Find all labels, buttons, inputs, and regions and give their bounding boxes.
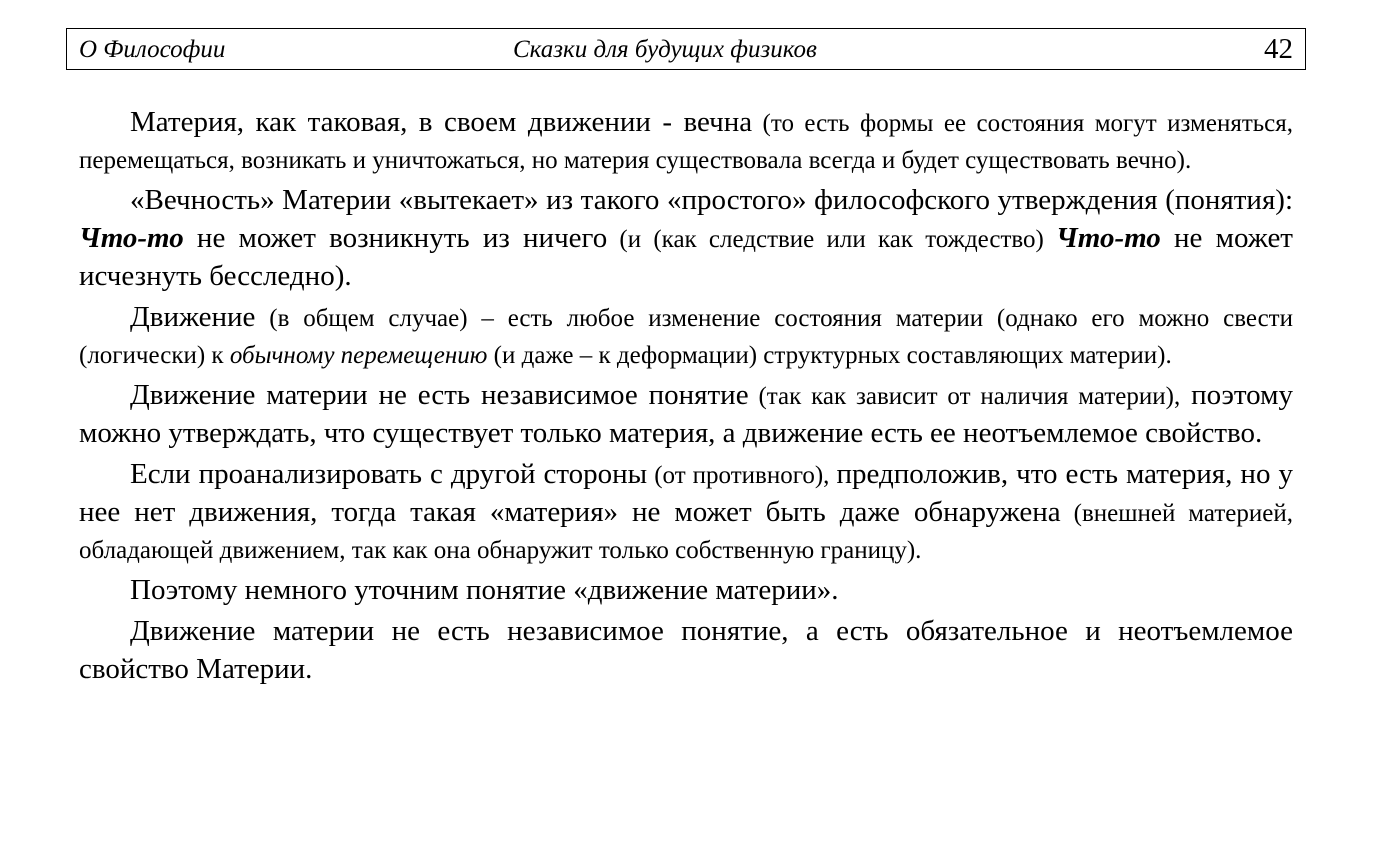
paragraph-4-lead: Движение материи не есть независимое понятие xyxy=(130,379,749,411)
paragraph-5-aside-1: (от противного), xyxy=(647,462,837,489)
paragraph-3-lead: Движение xyxy=(130,301,256,333)
paragraph-1 xyxy=(79,104,1293,179)
paragraph-4 xyxy=(79,377,1293,453)
paragraph-1-lead: Материя, как таковая, в своем движении - вечна xyxy=(130,106,753,138)
paragraph-5 xyxy=(79,456,1293,569)
paragraph-3-aside-1: (в общем случае) – есть любое изменение состояния материи xyxy=(255,305,984,332)
body-text xyxy=(79,104,1293,692)
paragraph-2-emphasis-2: Что-то xyxy=(1056,222,1161,254)
paragraph-2-part-2: не может возникнуть из ничего xyxy=(183,222,608,254)
paragraph-3-tail: (и даже – к деформации) структурных составляющих материи). xyxy=(487,342,1172,369)
paragraph-2 xyxy=(79,182,1293,296)
paragraph-5-aside-2: (внешней материей, обладающей движением, так как она обнаружит только собственную границу). xyxy=(79,500,1294,564)
paragraph-3 xyxy=(79,299,1293,374)
paragraph-4-aside: (так как зависит от наличия материи), xyxy=(748,383,1181,410)
page-number: 42 xyxy=(1264,33,1293,65)
paragraph-4-tail: поэтому можно утверждать, что существует только материя, а движение есть ее неотъемлемое свойство. xyxy=(79,379,1293,449)
paragraph-2-lead: «Вечность» Материи «вытекает» из такого «простого» философского утверждения (понятия): xyxy=(130,184,1293,216)
paragraph-1-aside: (то есть формы ее состояния могут изменяться, перемещаться, возникать и уничтожаться, но материя существовала всегда и будет существовать вечно). xyxy=(79,110,1294,174)
paragraph-3-aside-2: (однако его можно свести (логически) к xyxy=(79,305,1293,369)
paragraph-2-emphasis-1: Что-то xyxy=(79,222,184,254)
paragraph-3-emphasis: обычному перемещению xyxy=(229,342,488,369)
paragraph-6 xyxy=(79,572,1293,610)
paragraph-6-text: Поэтому немного уточним понятие «движение материи». xyxy=(130,574,839,606)
paragraph-5-main: предположив, что есть материя, но у нее нет движения, тогда такая «материя» не может быть даже обнаружена xyxy=(79,458,1293,528)
paragraph-7 xyxy=(79,613,1293,689)
page-header xyxy=(66,28,1306,70)
paragraph-5-lead: Если проанализировать с другой стороны xyxy=(130,458,648,490)
header-section-title: О Философии xyxy=(79,36,226,63)
paragraph-7-text: Движение материи не есть независимое понятие, а есть обязательное и неотъемлемое свойство Материи. xyxy=(79,615,1293,685)
paragraph-2-part-4: не может исчезнуть бесследно). xyxy=(79,222,1293,292)
header-book-title: Сказки для будущих физиков xyxy=(513,36,817,63)
paragraph-2-aside: (и (как следствие или как тождество) xyxy=(607,226,1057,253)
